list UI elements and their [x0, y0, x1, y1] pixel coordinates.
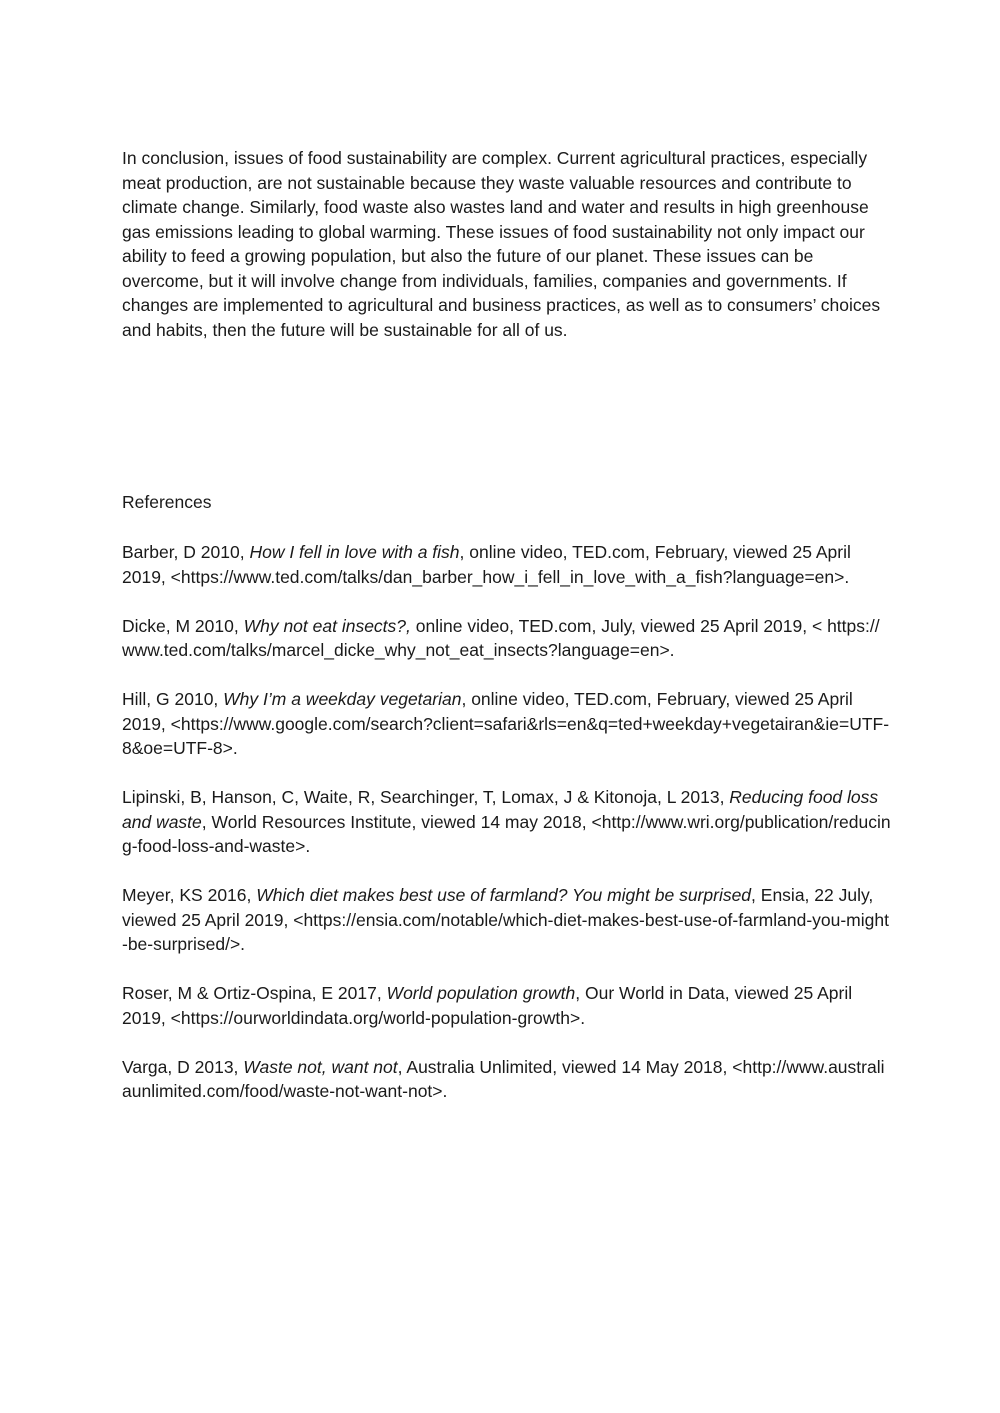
reference-detail: , Australia Unlimited, viewed 14 May 2018, [397, 1056, 733, 1077]
reference-item [122, 540, 892, 589]
reference-detail: , World Resources Institute, viewed 14 may 2018, [201, 811, 592, 832]
reference-author: Barber, D 2010, [122, 542, 250, 562]
reference-title: Why I’m a weekday vegetarian [223, 689, 462, 709]
reference-url: <http://www.australiaunlimited.com/food/waste-not-want-not>. [122, 1056, 885, 1101]
reference-detail: , online video, TED.com, February, viewed 25 April 2019, [122, 542, 851, 587]
reference-url: <http://www.wri.org/publication/reducing-food-loss-and-waste>. [122, 811, 891, 856]
references-list [122, 540, 892, 1128]
reference-title: World population growth [386, 983, 576, 1003]
reference-title: How I fell in love with a fish [249, 542, 460, 562]
references-heading: References [122, 492, 212, 512]
reference-item [122, 687, 892, 761]
reference-url: <https://ourworldindata.org/world-population-growth>. [170, 1007, 586, 1028]
reference-detail: , Our World in Data, viewed 25 April 2019, [122, 983, 853, 1028]
reference-author: Hill, G 2010, [122, 689, 224, 709]
document-page [122, 146, 892, 1101]
reference-detail: , Ensia, 22 July, viewed 25 April 2019, [122, 885, 874, 930]
reference-title: Why not eat insects?, [243, 615, 411, 636]
reference-author: Lipinski, B, Hanson, C, Waite, R, Searchinger, T, Lomax, J & Kitonoja, L 2013, [122, 787, 730, 807]
reference-item [122, 981, 892, 1030]
reference-title: Which diet makes best use of farmland? You might be surprised [256, 885, 752, 905]
reference-item [122, 614, 892, 663]
reference-url: <https://www.ted.com/talks/dan_barber_how_i_fell_in_love_with_a_fish?language=en>. [170, 566, 850, 587]
reference-url: https://www.ted.com/talks/marcel_dicke_why_not_eat_insects?language=en>. [122, 615, 880, 660]
reference-author: Dicke, M 2010, [122, 615, 244, 636]
reference-url: <https://ensia.com/notable/which-diet-makes-best-use-of-farmland-you-might-be-surprised/>. [122, 909, 889, 954]
reference-item [122, 883, 892, 957]
reference-detail: , online video, TED.com, February, viewed 25 April 2019, [122, 689, 853, 734]
reference-author: Meyer, KS 2016, [122, 885, 257, 905]
reference-title: Reducing food loss and waste [122, 787, 879, 832]
reference-author: Roser, M & Ortiz-Ospina, E 2017, [122, 983, 387, 1003]
reference-url: <https://www.google.com/search?client=safari&rls=en&q=ted+weekday+vegetairan&ie=UTF-8&oe=UTF-8>. [122, 713, 890, 758]
reference-item [122, 785, 892, 859]
reference-author: Varga, D 2013, [122, 1056, 244, 1077]
conclusion-paragraph: In conclusion, issues of food sustainability are complex. Current agricultural practices, especially meat production, are not sustainable because they waste valuable resources and contribute to climate change. Similarly, food waste also wastes land and water and results in high greenhouse gas emissions leading to global warming. These issues of food sustainability not only impact our ability to feed a growing population, but also the future of our planet. These issues can be overcome, but it will involve change from individuals, families, companies and governments. If changes are implemented to agricultural and business practices, as well as to consumers’ choices and habits, then the future will be sustainable for all of us. [122, 148, 881, 340]
reference-title: Waste not, want not [243, 1056, 398, 1077]
reference-item [122, 1055, 892, 1104]
reference-detail: online video, TED.com, July, viewed 25 April 2019, < [410, 615, 828, 636]
